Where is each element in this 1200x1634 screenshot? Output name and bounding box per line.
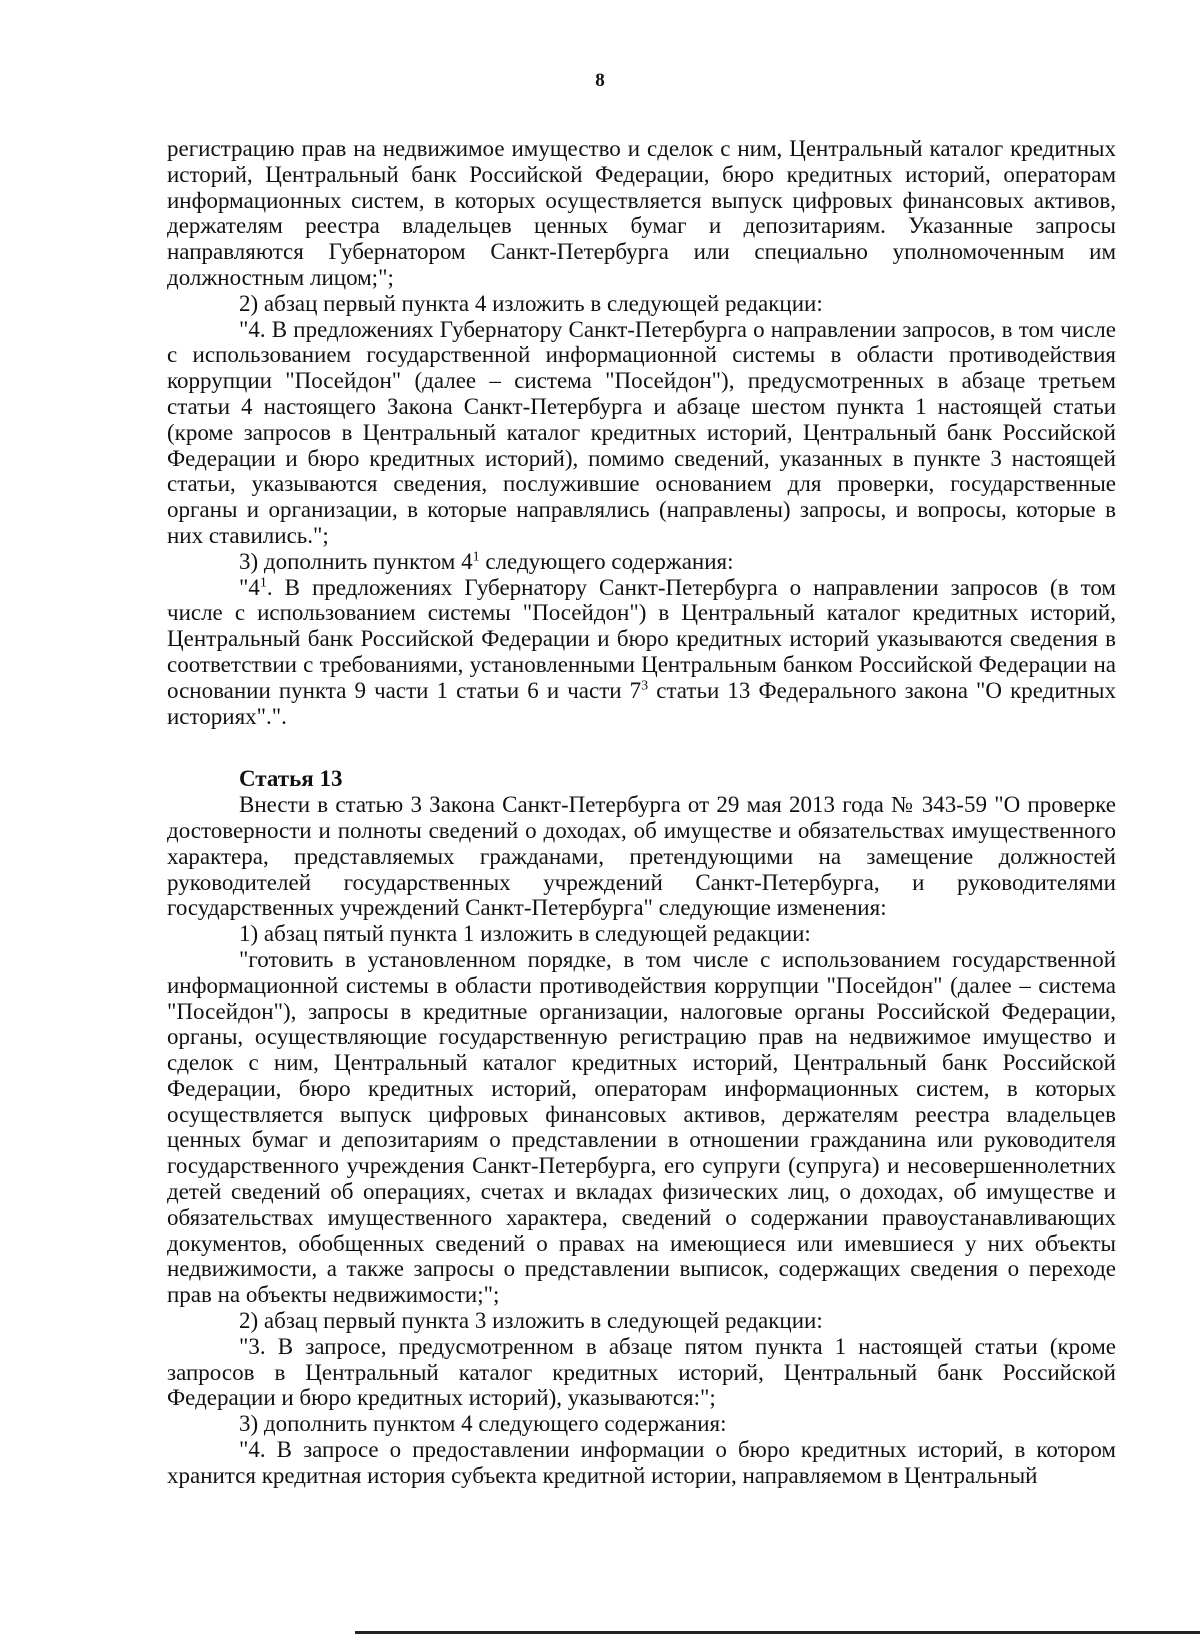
paragraph-item-3b: 3) дополнить пунктом 4 следующего содержания: [239,1411,727,1437]
text-fragment: . В предложениях Губернатору Санкт-Петербурга о направлении запросов (в том числе с использованием системы "Посейдон") в Центральный каталог кредитных историй, Центральный банк Российской Федерации и бюро кредитных историй указываются сведения в соответствии с требованиями, установленными Центральным банком Российской Федерации на основании пункта 9 части 1 статьи 6 и части 7 [167,574,1116,703]
text-fragment: статьи 13 Федерального закона "О кредитных историях".". [167,677,1116,729]
paragraph-article-intro: Внести в статью 3 Закона Санкт-Петербурга от 29 мая 2013 года № 343-59 "О проверке достоверности и полноты сведений о доходах, об имуществе и обязательствах имущественного характера, представляемых гражданами, претендующими на замещение должностей руководителей государственных учреждений Санкт-Петербурга, и руководителями государственных учреждений Санкт-Петербурга" следующие изменения: [167,792,1116,921]
paragraph-item-2b: 2) абзац первый пункта 3 изложить в следующей редакции: [239,1308,823,1334]
paragraph-quote-prepare: "готовить в установленном порядке, в том числе с использованием государственной информационной системы в области противодействия коррупции "Посейдон" (далее – система "Посейдон"), запросы в кредитные организации, налоговые органы Российской Федерации, органы, осуществляющие государственную регистрацию прав на недвижимое имущество и сделок с ним, Центральный каталог кредитных историй, Центральный банк Российской Федерации, бюро кредитных историй, операторам информационных систем, в которых осуществляется выпуск цифровых финансовых активов, держателям реестра владельцев ценных бумаг и депозитариям о представлении в отношении гражданина или руководителя государственного учреждения Санкт-Петербурга, его супруги (супруга) и несовершеннолетних детей сведений об операциях, счетах и вкладах физических лиц, о доходах, об имуществе и обязательствах имущественного характера, сведений о содержании правоустанавливающих документов, обобщенных сведений о правах на имеющиеся или имевшиеся у них объекты недвижимости, а также запросы о представлении выписок, содержащих сведения о переходе прав на объекты недвижимости;"; [167,946,1116,1308]
paragraph-point-3: "3. В запросе, предусмотренном в абзаце пятом пункта 1 настоящей статьи (кроме запросов в Центральный каталог кредитных историй, Центральный банк Российской Федерации и бюро кредитных историй), указываются:"; [167,1333,1116,1411]
document-body [167,136,1116,1489]
paragraph-point-4b: "4. В запросе о предоставлении информации о бюро кредитных историй, в котором хранится кредитная история субъекта кредитной истории, направляемом в Центральный [167,1437,1116,1488]
page-number: 8 [595,70,605,91]
paragraph-point-4-1 [167,575,1116,730]
superscript: 1 [472,549,480,565]
superscript: 3 [641,678,649,694]
paragraph-item-1: 1) абзац пятый пункта 1 изложить в следующей редакции: [239,921,811,947]
superscript: 1 [259,574,267,590]
article-heading: Статья 13 [239,766,343,792]
text-fragment: 3) дополнить пунктом 4 [239,548,473,574]
paragraph-continuation: регистрацию прав на недвижимое имущество и сделок с ним, Центральный каталог кредитных историй, Центральный банк Российской Федерации, бюро кредитных историй, операторам информационных систем, в которых осуществляется выпуск цифровых финансовых активов, держателям реестра владельцев ценных бумаг и депозитариям. Указанные запросы направляются Губернатором Санкт-Петербурга или специально уполномоченным им должностным лицом;"; [167,136,1116,290]
paragraph-item-2: 2) абзац первый пункта 4 изложить в следующей редакции: [239,290,823,316]
text-fragment: "4 [239,574,260,600]
text-fragment: следующего содержания: [479,548,734,574]
paragraph-item-3 [167,549,1116,575]
paragraph-point-4: "4. В предложениях Губернатору Санкт-Петербурга о направлении запросов, в том числе с использованием государственной информационной системы в области противодействия коррупции "Посейдон" (далее – система "Посейдон"), предусмотренных в абзаце третьем статьи 4 настоящего Закона Санкт-Петербурга и абзаце шестом пункта 1 настоящей статьи (кроме запросов в Центральный каталог кредитных историй, Центральный банк Российской Федерации и бюро кредитных историй), помимо сведений, указанных в пункте 3 настоящей статьи, указываются сведения, послужившие основанием для проверки, государственные органы и организации, в которые направлялись (направлены) запросы, и вопросы, которые в них ставились."; [167,316,1116,548]
